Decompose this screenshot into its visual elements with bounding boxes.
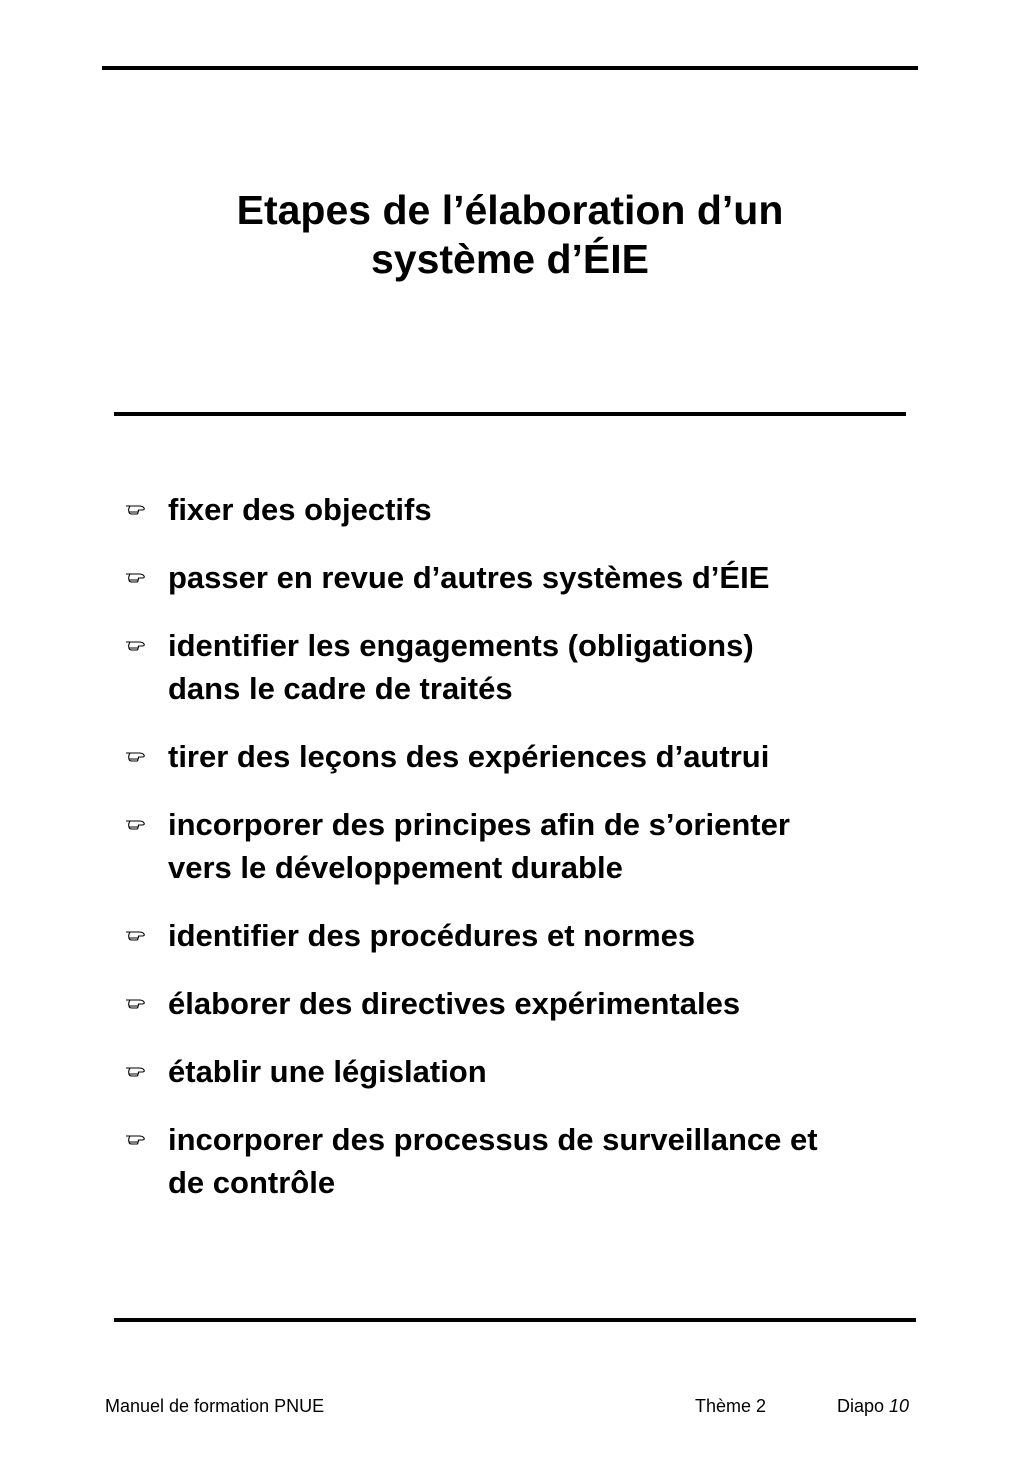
pointing-hand-icon — [124, 817, 148, 831]
step-text-line-1: incorporer des principes afin de s’orienter — [168, 807, 790, 842]
list-item — [120, 914, 920, 957]
footer-slide-label: Diapo — [837, 1396, 885, 1416]
step-text-line-2: dans le cadre de traités — [168, 671, 513, 706]
slide-title-line-1: Etapes de l’élaboration d’un — [236, 187, 784, 233]
pointing-hand-icon — [124, 570, 148, 584]
slide-title — [0, 186, 1020, 284]
list-item — [120, 1050, 920, 1093]
step-text: fixer des objectifs — [168, 492, 432, 527]
step-text: établir une législation — [168, 1054, 487, 1089]
step-text: passer en revue d’autres systèmes d’ÉIE — [168, 560, 770, 595]
step-text: identifier des procédures et normes — [168, 918, 696, 953]
pointing-hand-icon — [124, 1132, 148, 1146]
footer-slide-number: 10 — [889, 1396, 910, 1416]
list-item — [120, 735, 920, 778]
step-text-line-1: identifier les engagements (obligations) — [168, 628, 754, 663]
pointing-hand-icon — [124, 638, 148, 652]
step-text-line-2: de contrôle — [168, 1165, 336, 1200]
steps-list — [120, 488, 920, 1229]
middle-divider — [114, 412, 906, 416]
pointing-hand-icon — [124, 996, 148, 1010]
list-item — [120, 556, 920, 599]
pointing-hand-icon — [124, 749, 148, 763]
list-item — [120, 488, 920, 531]
pointing-hand-icon — [124, 1064, 148, 1078]
bottom-divider — [114, 1318, 916, 1322]
pointing-hand-icon — [124, 502, 148, 516]
step-text: élaborer des directives expérimentales — [168, 986, 741, 1021]
list-item — [120, 624, 920, 710]
pointing-hand-icon — [124, 928, 148, 942]
step-text-line-1: incorporer des processus de surveillance et — [168, 1122, 818, 1157]
slide-title-line-2: système d’ÉIE — [370, 236, 650, 282]
footer-source: Manuel de formation PNUE — [105, 1396, 325, 1416]
list-item — [120, 982, 920, 1025]
step-text-line-2: vers le développement durable — [168, 850, 623, 885]
list-item — [120, 1118, 920, 1204]
list-item — [120, 803, 920, 889]
footer-theme: Thème 2 — [695, 1396, 767, 1416]
footer-slide — [837, 1394, 909, 1418]
step-text: tirer des leçons des expériences d’autrui — [168, 739, 770, 774]
top-divider — [102, 66, 918, 70]
